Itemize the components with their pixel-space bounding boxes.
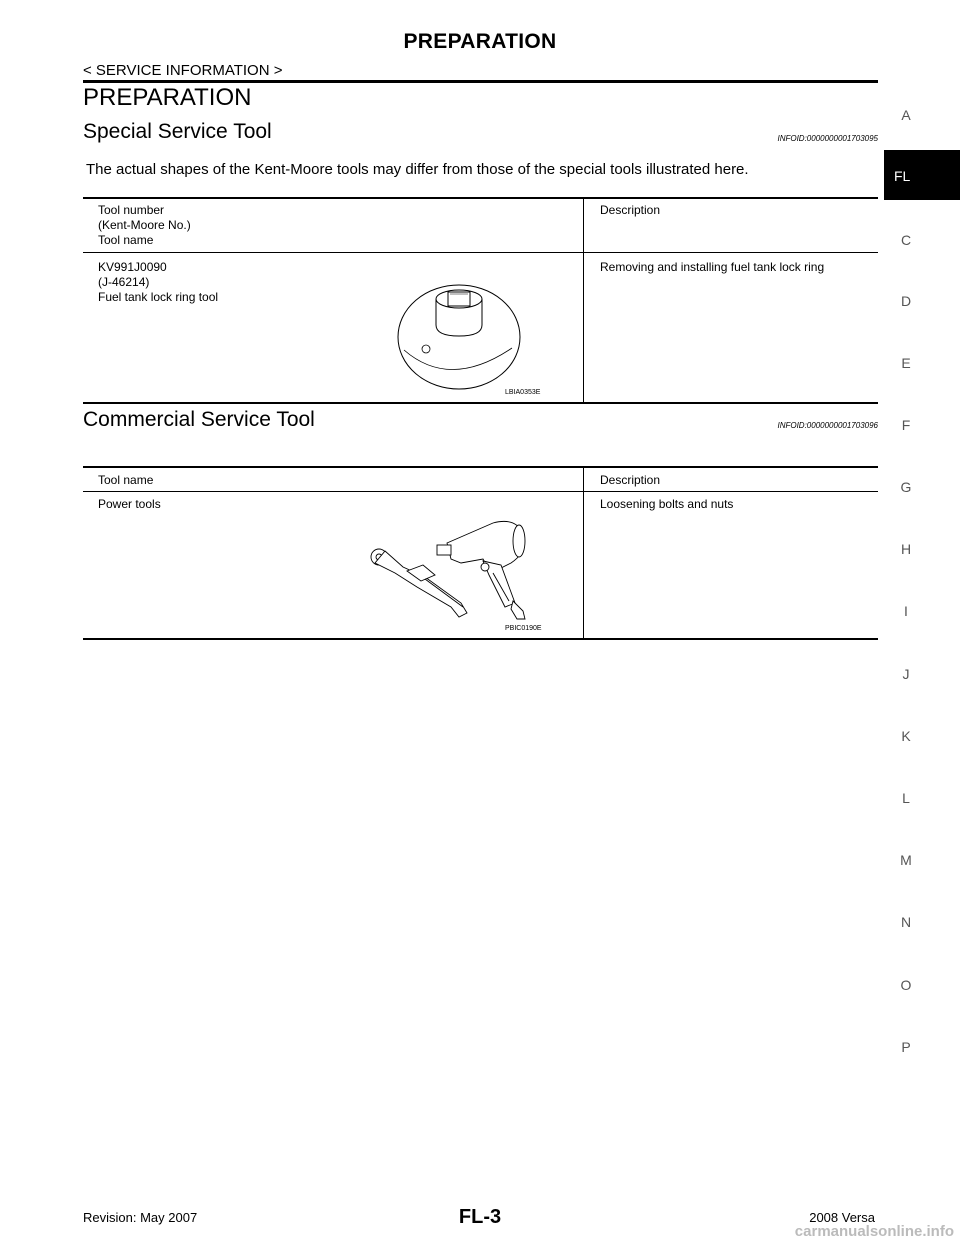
header-divider [83, 80, 878, 83]
commercial-tool-heading: Commercial Service Tool [83, 408, 315, 431]
side-index-letter[interactable]: O [900, 977, 912, 993]
side-index-letter[interactable]: M [900, 852, 912, 868]
column-header-description: Description [600, 473, 661, 487]
page-header-title: PREPARATION [403, 30, 557, 53]
table-column-divider [583, 468, 584, 639]
side-index-letter[interactable]: L [902, 790, 910, 806]
side-index-letter[interactable]: A [901, 107, 911, 123]
side-index-letter[interactable]: J [902, 666, 910, 682]
side-index-letter[interactable]: E [901, 355, 911, 371]
side-index-active-label: FL [894, 168, 911, 184]
column-header-kent-moore: (Kent-Moore No.) [98, 218, 191, 232]
tool-number: KV991J0090 [98, 260, 167, 274]
tool-name: Fuel tank lock ring tool [98, 290, 219, 304]
table-top-rule [83, 466, 878, 468]
side-index-letter[interactable]: N [900, 914, 912, 930]
special-tool-intro: The actual shapes of the Kent-Moore tools may differ from those of the special tools illustrated here. [86, 161, 749, 178]
special-tool-heading: Special Service Tool [83, 120, 272, 143]
column-header-description: Description [600, 203, 661, 217]
side-index-letter[interactable]: G [900, 479, 912, 495]
figure-code: LBIA0353E [505, 389, 541, 396]
table-bottom-rule [83, 402, 878, 404]
commercial-tool-infoid: INFOID:0000000001703096 [777, 421, 878, 430]
table-header-rule [83, 252, 878, 253]
side-index-letter[interactable]: C [900, 232, 912, 248]
section-title: PREPARATION [83, 84, 252, 111]
footer-revision: Revision: May 2007 [83, 1210, 198, 1225]
table-row [98, 260, 218, 305]
special-tool-infoid: INFOID:0000000001703095 [777, 134, 878, 143]
side-index-letter[interactable]: F [901, 417, 911, 433]
table-top-rule [83, 197, 878, 199]
column-header-tool [98, 203, 191, 248]
tool-description: Removing and installing fuel tank lock ring [600, 260, 825, 274]
lock-ring-tool-illustration [390, 270, 530, 400]
footer-model: 2008 Versa [809, 1210, 875, 1225]
side-index-letter[interactable]: D [900, 293, 912, 309]
tool-name: Power tools [98, 497, 161, 511]
column-header-tool-name: Tool name [98, 473, 154, 487]
footer-page-number: FL-3 [458, 1206, 502, 1228]
side-index-letter[interactable]: I [904, 603, 908, 619]
side-index-letter[interactable]: H [900, 541, 912, 557]
side-index-letter[interactable]: K [901, 728, 911, 744]
table-column-divider [583, 199, 584, 403]
tool-description: Loosening bolts and nuts [600, 497, 734, 511]
column-header-tool-number: Tool number [98, 203, 165, 217]
power-tools-illustration [365, 515, 545, 625]
watermark: carmanualsonline.info [794, 1223, 954, 1240]
column-header-tool-name: Tool name [98, 233, 154, 247]
side-index-letter[interactable]: P [901, 1039, 911, 1055]
table-header-rule [83, 491, 878, 492]
table-bottom-rule [83, 638, 878, 640]
kent-moore-number: (J-46214) [98, 275, 150, 289]
breadcrumb: < SERVICE INFORMATION > [83, 62, 283, 79]
figure-code: PBIC0190E [505, 625, 542, 632]
side-index-active-tab[interactable] [884, 150, 960, 200]
